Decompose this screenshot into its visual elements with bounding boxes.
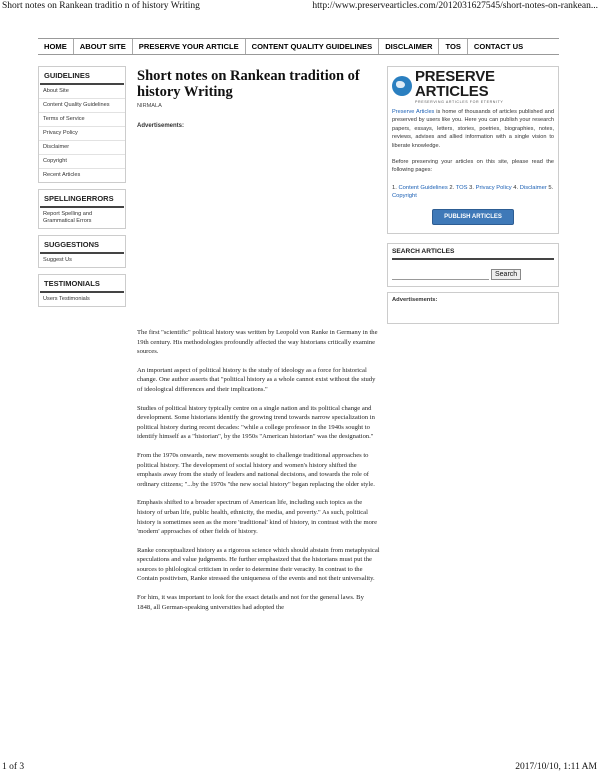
sidebar-link-recent-articles[interactable]: Recent Articles — [43, 172, 81, 178]
top-navigation — [38, 38, 559, 55]
advertisements-label: Advertisements: — [137, 123, 185, 129]
print-header — [0, 0, 600, 14]
nav-about-site[interactable]: ABOUT SITE — [74, 39, 133, 54]
right-advertisements-box — [387, 292, 559, 324]
search-articles-box — [387, 243, 559, 287]
sidebar-link-copyright[interactable]: Copyright — [39, 155, 125, 169]
article-paragraph: An important aspect of political history is the study of ideology as a force for historical change. One author asserts that "political history as a whole cannot exist without the study of ideological differences and their implications." — [137, 366, 376, 393]
link-tos[interactable]: TOS — [455, 184, 468, 191]
required-pages-links: 1. Content Guidelines 2. TOS 3. Privacy Policy 4. Disclaimer 5. Copyright — [392, 184, 554, 200]
sidebar-link-terms-of-service[interactable]: Terms of Service — [39, 113, 125, 127]
sidebar-link-suggest-us[interactable]: Suggest Us — [43, 257, 72, 263]
search-input[interactable] — [392, 270, 489, 280]
site-logo[interactable] — [392, 67, 554, 104]
left-sidebar — [38, 66, 126, 313]
right-sidebar — [387, 66, 559, 324]
guidelines-block — [38, 66, 126, 183]
link-privacy-policy[interactable]: Privacy Policy — [475, 184, 512, 191]
article-paragraph: The first "scientific" political history was written by Leopold von Ranke in Germany in the 19th century. His methodologies profoundly affected the way historians critically examine sources. — [137, 329, 378, 356]
sidebar-link-about-site[interactable]: About Site — [39, 85, 125, 99]
sidebar-link-privacy-policy[interactable]: Privacy Policy — [39, 127, 125, 141]
article-paragraph: Ranke conceptualized history as a rigorous science which should abstain from metaphysical speculations and value judgments. He further emphasized that the historians must put the sources to philological criticism in order to determine their veracity. In contrast to the Contain positivism, Ranke stressed the uniqueness of the events and not their universality. — [137, 546, 380, 583]
guidelines-heading: GUIDELINES — [40, 67, 124, 85]
print-footer — [0, 762, 600, 776]
print-datetime: 2017/10/10, 1:11 AM — [515, 762, 597, 772]
spellingerrors-block — [38, 189, 126, 229]
link-copyright[interactable]: Copyright — [392, 193, 417, 200]
publish-articles-button[interactable]: PUBLISH ARTICLES — [432, 209, 514, 225]
testimonials-block — [38, 274, 126, 307]
article-title: Short notes on Rankean tradition of history Writing — [137, 68, 360, 100]
right-advertisements-label: Advertisements: — [392, 297, 438, 304]
testimonials-heading: TESTIMONIALS — [40, 275, 124, 293]
spellingerrors-heading: SPELLINGERRORS — [40, 190, 124, 208]
sidebar-link-content-quality-guidelines[interactable]: Content Quality Guidelines — [39, 99, 125, 113]
intro-text: is home of thousands of articles published and preserved by users like you. Here you can publish your research papers, essays, letters, stories, poetries, biographies, notes, reviews, advises and allied information with a single vision to liberate knowledge. — [392, 109, 555, 149]
sidebar-link-disclaimer[interactable]: Disclaimer — [39, 141, 125, 155]
globe-icon — [392, 76, 412, 96]
sidebar-link-report-errors[interactable]: Report Spelling and Grammatical Errors — [43, 211, 93, 224]
article-paragraph: Studies of political history typically centre on a single nation and its political change and development. Some historians identify the growing trend towards narrow specialization in political history during recent decades: "while a college professor in the 1940s sought to identify himself as a "historian", by the 1950s "American historian" was the designation." — [137, 404, 375, 441]
nav-preserve-your-article[interactable]: PRESERVE YOUR ARTICLE — [133, 39, 246, 54]
intro-brand-link[interactable]: Preserve Articles — [392, 109, 435, 115]
logo-name: PRESERVE ARTICLES — [415, 67, 495, 100]
nav-content-quality-guidelines[interactable]: CONTENT QUALITY GUIDELINES — [246, 39, 380, 54]
nav-home[interactable]: HOME — [38, 39, 74, 54]
print-page-title: Short notes on Rankean traditio n of history Writing — [2, 1, 200, 11]
article-paragraph: Emphasis shifted to a broader spectrum of American life, including such topics as the history of urban life, public health, ethnicity, the media, and poverty." As such, political history is sometimes seen as the more 'traditional' kind of history, in contrast with the more 'modern' approaches of other fields of history. — [137, 499, 378, 536]
site-intro — [392, 108, 554, 150]
sidebar-link-users-testimonials[interactable]: Users Testimonials — [43, 296, 90, 302]
nav-contact-us[interactable]: CONTACT US — [473, 42, 524, 51]
article-header — [137, 68, 380, 129]
article-body — [137, 328, 380, 621]
article-paragraph: For him, it was important to look for the exact details and not for the general laws. By 1848, all German-speaking universities had adopted the — [137, 594, 364, 611]
link-disclaimer[interactable]: Disclaimer — [519, 184, 547, 191]
suggestions-heading: SUGGESTIONS — [40, 236, 124, 254]
suggestions-block — [38, 235, 126, 268]
site-instruction: Before preserving your articles on this site, please read the following pages: — [392, 159, 554, 174]
article-paragraph: From the 1970s onwards, new movements sought to challenge traditional approaches to political history. The development of social history and women's history shifted the emphasis away from the study of leaders and national decisions, and towards the role of ordinary citizens; "...by the 1970s "the new social history" began replacing the older style. — [137, 451, 375, 488]
nav-disclaimer[interactable]: DISCLAIMER — [379, 39, 439, 54]
article-author[interactable]: NIRMALA — [137, 103, 162, 109]
link-content-guidelines[interactable]: Content Guidelines — [398, 184, 448, 191]
nav-tos[interactable]: TOS — [439, 39, 467, 54]
print-page-url: http://www.preservearticles.com/2012031627545/short-notes-on-rankean... — [312, 1, 598, 11]
about-preserve-box — [387, 66, 559, 234]
search-heading: SEARCH ARTICLES — [392, 248, 554, 260]
page-count: 1 of 3 — [2, 762, 25, 772]
search-button[interactable]: Search — [491, 269, 521, 280]
logo-tagline: PRESERVING ARTICLES FOR ETERNITY — [415, 99, 504, 104]
